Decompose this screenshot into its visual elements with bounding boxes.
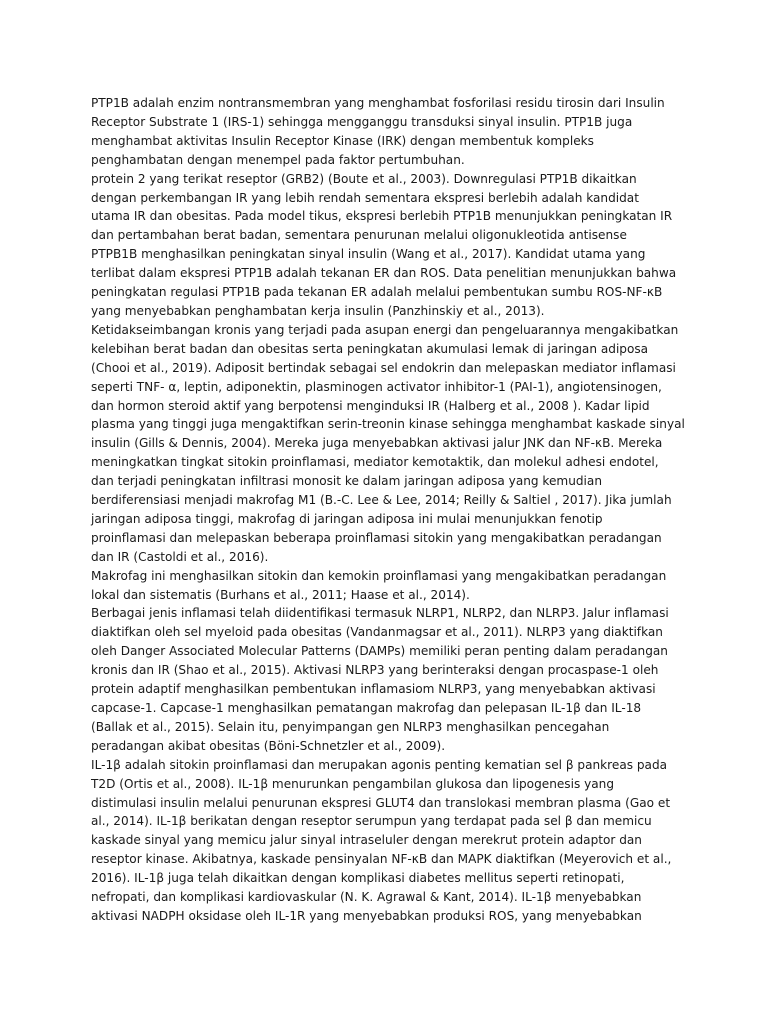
- text-line: utama IR dan obesitas. Pada model tikus, ekspresi berlebih PTP1B menunjukkan peningkatan IR: [91, 209, 673, 224]
- text-line: reseptor kinase. Akibatnya, kaskade pensinyalan NF-κB dan MAPK diaktifkan (Meyerovich et al.,: [91, 852, 672, 867]
- paragraph: [91, 756, 681, 926]
- text-line: meningkatkan tingkat sitokin proinflamasi, mediator kemotaktik, dan molekul adhesi endotel,: [91, 455, 659, 470]
- document-body: [91, 94, 685, 926]
- paragraph: [91, 567, 681, 605]
- text-line: proinflamasi dan melepaskan beberapa proinflamasi sitokin yang mengakibatkan peradangan: [91, 530, 662, 545]
- text-line: dan IR (Castoldi et al., 2016).: [91, 549, 269, 564]
- text-line: al., 2014). IL-1β berikatan dengan reseptor serumpun yang terdapat pada sel β dan memicu: [91, 814, 652, 829]
- paragraph: [91, 170, 681, 321]
- text-line: protein adaptif menghasilkan pembentukan inflamasiom NLRP3, yang menyebabkan aktivasi: [91, 682, 656, 697]
- text-line: dan terjadi peningkatan infiltrasi monosit ke dalam jaringan adiposa yang kemudian: [91, 474, 602, 489]
- text-line: protein 2 yang terikat reseptor (GRB2) (Boute et al., 2003). Downregulasi PTP1B dikaitkan: [91, 171, 637, 186]
- text-line: Makrofag ini menghasilkan sitokin dan kemokin proinflamasi yang mengakibatkan peradangan: [91, 568, 667, 583]
- text-line: Receptor Substrate 1 (IRS-1) sehingga mengganggu transduksi sinyal insulin. PTP1B juga: [91, 114, 633, 129]
- text-line: T2D (Ortis et al., 2008). IL-1β menurunkan pengambilan glukosa dan lipogenesis yang: [91, 776, 615, 791]
- text-line: PTP1B adalah enzim nontransmembran yang menghambat fosforilasi residu tirosin dari Insulin: [91, 96, 665, 110]
- text-line: oleh Danger Associated Molecular Patterns (DAMPs) memiliki peran penting dalam peradangan: [91, 644, 668, 659]
- text-line: dengan perkembangan IR yang lebih rendah sementara ekspresi berlebih adalah kandidat: [91, 190, 639, 205]
- text-line: IL-1β adalah sitokin proinflamasi dan merupakan agonis penting kematian sel β pankreas pada: [91, 757, 668, 772]
- text-line: terlibat dalam ekspresi PTP1B adalah tekanan ER dan ROS. Data penelitian menunjukkan bahwa: [91, 266, 677, 281]
- text-line: (Ballak et al., 2015). Selain itu, penyimpangan gen NLRP3 menghasilkan pencegahan: [91, 719, 610, 734]
- text-line: yang menyebabkan penghambatan kerja insulin (Panzhinskiy et al., 2013).: [91, 303, 545, 318]
- text-line: Ketidakseimbangan kronis yang terjadi pada asupan energi dan pengeluarannya mengakibatkan: [91, 322, 679, 337]
- text-line: aktivasi NADPH oksidase oleh IL-1R yang menyebabkan produksi ROS, yang menyebabkan: [91, 908, 642, 923]
- text-line: kaskade sinyal yang memicu jalur sinyal intraseluler dengan merekrut protein adaptor dan: [91, 833, 642, 848]
- text-line: menghambat aktivitas Insulin Receptor Kinase (IRK) dengan membentuk kompleks: [91, 133, 594, 148]
- text-line: (Chooi et al., 2019). Adiposit bertindak sebagai sel endokrin dan melepaskan mediator inflamasi: [91, 360, 676, 375]
- text-line: penghambatan dengan menempel pada faktor pertumbuhan.: [91, 152, 465, 167]
- text-line: berdiferensiasi menjadi makrofag M1 (B.-C. Lee & Lee, 2014; Reilly & Saltiel , 2017). Jika jumlah: [91, 493, 672, 508]
- text-line: nefropati, dan komplikasi kardiovaskular (N. K. Agrawal & Kant, 2014). IL-1β menyebabkan: [91, 890, 642, 905]
- text-line: kelebihan berat badan dan obesitas serta peningkatan akumulasi lemak di jaringan adiposa: [91, 341, 649, 356]
- text-line: capcase-1. Capcase-1 menghasilkan pematangan makrofag dan pelepasan IL-1β dan IL-18: [91, 701, 642, 715]
- text-line: insulin (Gills & Dennis, 2004). Mereka juga menyebabkan aktivasi jalur JNK dan NF-κB. Mereka: [91, 436, 663, 451]
- text-line: jaringan adiposa tinggi, makrofag di jaringan adiposa ini mulai menunjukkan fenotip: [91, 511, 603, 526]
- paragraph: [91, 604, 681, 755]
- text-line: plasma yang tinggi juga mengaktifkan serin-treonin kinase sehingga menghambat kaskade sinyal: [91, 417, 685, 432]
- text-line: peradangan akibat obesitas (Böni-Schnetzler et al., 2009).: [91, 738, 446, 753]
- text-line: kronis dan IR (Shao et al., 2015). Aktivasi NLRP3 yang berinteraksi dengan procaspase-1 oleh: [91, 663, 659, 678]
- text-line: seperti TNF- α, leptin, adiponektin, plasminogen activator inhibitor-1 (PAI-1), angiotensinogen,: [91, 379, 662, 394]
- text-line: diaktifkan oleh sel myeloid pada obesitas (Vandanmagsar et al., 2011). NLRP3 yang diaktifkan: [91, 625, 663, 640]
- text-line: peningkatan regulasi PTP1B pada tekanan ER adalah melalui pembentukan sumbu ROS-NF-κB: [91, 285, 663, 300]
- text-line: Berbagai jenis inflamasi telah diidentifikasi termasuk NLRP1, NLRP2, dan NLRP3. Jalur inflamasi: [91, 606, 669, 621]
- text-line: distimulasi insulin melalui penurunan ekspresi GLUT4 dan translokasi membran plasma (Gao et: [91, 795, 671, 810]
- text-line: PTPB1B menghasilkan peningkatan sinyal insulin (Wang et al., 2017). Kandidat utama yang: [91, 247, 646, 262]
- paragraph: [91, 321, 685, 567]
- text-line: dan hormon steroid aktif yang berpotensi menginduksi IR (Halberg et al., 2008 ). Kadar lipid: [91, 398, 650, 413]
- text-line: dan pertambahan berat badan, sementara penurunan melalui oligonukleotida antisense: [91, 228, 627, 243]
- text-line: lokal dan sistematis (Burhans et al., 2011; Haase et al., 2014).: [91, 587, 470, 602]
- paragraph: [91, 94, 681, 170]
- text-line: 2016). IL-1β juga telah dikaitkan dengan komplikasi diabetes mellitus seperti retinopati,: [91, 871, 625, 886]
